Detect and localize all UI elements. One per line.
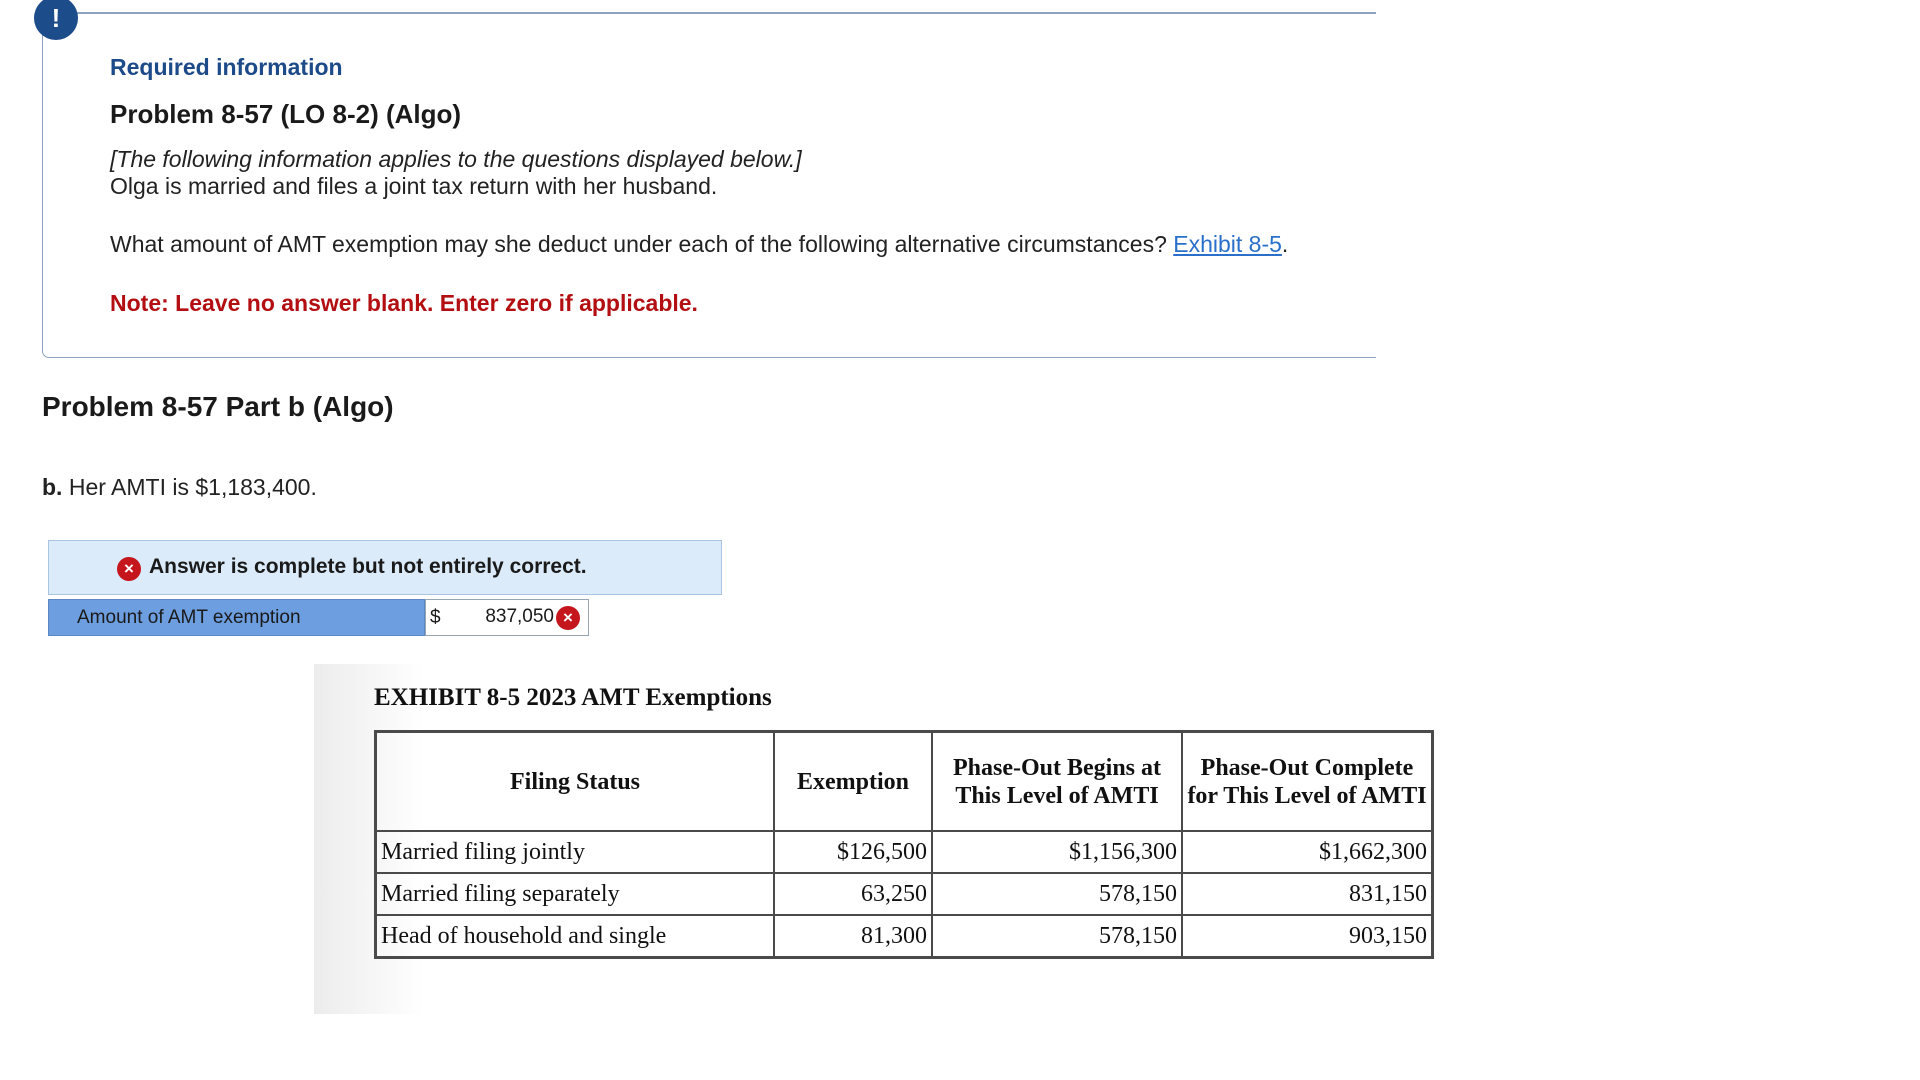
table-row [376,873,1433,915]
table-row [376,915,1433,958]
exemption-cell: 81,300 [774,915,932,958]
table-row [376,831,1433,873]
header-filing-status: Filing Status [376,732,775,832]
exhibit-title: EXHIBIT 8-5 2023 AMT Exemptions [374,684,772,711]
alert-icon: ! [34,0,78,40]
question-period: . [1281,231,1289,257]
part-prefix: b. [42,474,63,500]
problem-title: Problem 8-57 (LO 8-2) (Algo) [110,99,462,129]
question-body: What amount of AMT exemption may she deduct under each of the following alternative circumstances? [110,231,1167,257]
phase-out-complete-cell: $1,662,300 [1182,831,1433,873]
filing-status-cell: Married filing jointly [376,831,775,873]
question-text [110,231,1288,258]
filing-status-cell: Head of household and single [376,915,775,958]
exemption-cell: 63,250 [774,873,932,915]
phase-out-begins-cell: 578,150 [932,873,1182,915]
exhibit-image [314,664,1444,1014]
part-text: Her AMTI is $1,183,400. [68,474,317,500]
phase-out-begins-cell: $1,156,300 [932,831,1182,873]
table-header-row [376,732,1433,832]
header-exemption: Exemption [774,732,932,832]
phase-out-complete-cell: 831,150 [1182,873,1433,915]
filing-status-cell: Married filing separately [376,873,775,915]
answer-status-text: Answer is complete but not entirely correct. [149,555,587,578]
intro-text: Olga is married and files a joint tax return with her husband. [110,173,718,199]
exhibit-table [374,730,1434,959]
answer-row [48,599,590,636]
exhibit-link[interactable]: Exhibit 8-5 [1173,231,1282,257]
part-question [42,474,317,501]
answer-field-wrapper [425,599,589,636]
exemption-cell: $126,500 [774,831,932,873]
note-text: Note: Leave no answer blank. Enter zero if applicable. [110,290,698,316]
intro-note: [The following information applies to the questions displayed below.] [110,146,802,172]
phase-out-begins-cell: 578,150 [932,915,1182,958]
part-title: Problem 8-57 Part b (Algo) [42,391,394,422]
header-phase-out-begins: Phase-Out Begins at This Level of AMTI [932,732,1182,832]
answer-status-banner [48,540,722,595]
incorrect-icon: × [117,557,141,581]
phase-out-complete-cell: 903,150 [1182,915,1433,958]
header-phase-out-complete: Phase-Out Complete for This Level of AMTI [1182,732,1433,832]
required-information-label: Required information [110,54,343,80]
answer-label: Amount of AMT exemption [48,599,425,636]
currency-symbol: $ [430,607,441,628]
amt-exemption-input[interactable] [448,604,554,630]
incorrect-icon: × [556,606,580,630]
